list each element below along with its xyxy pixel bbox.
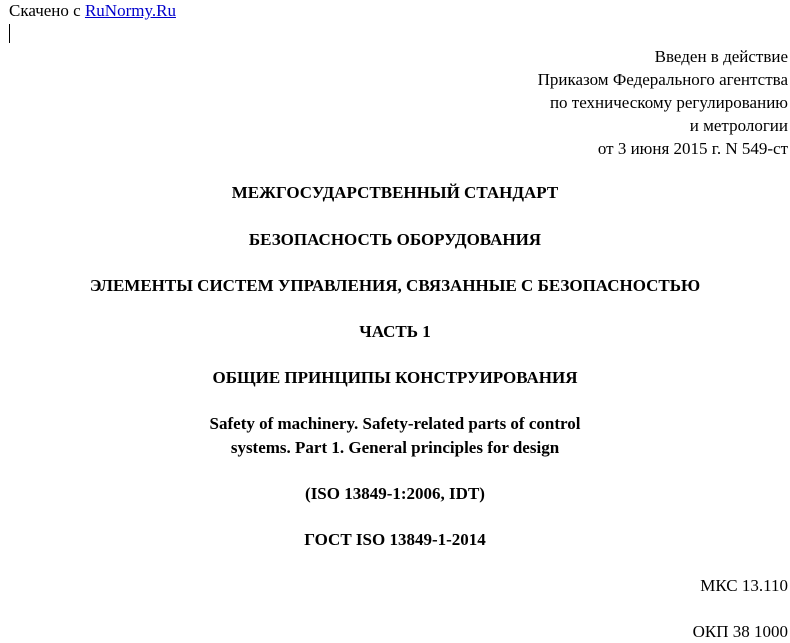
english-title-line-1: Safety of machinery. Safety-related parts of control	[209, 414, 581, 433]
approval-line: Введен в действие	[654, 47, 788, 66]
text-cursor	[9, 24, 10, 43]
runormy-link[interactable]: RuNormy.Ru	[84, 1, 176, 20]
approval-line: Приказом Федерального агентства	[537, 70, 788, 89]
download-source-line	[9, 0, 176, 22]
download-source-prefix: Скачено с	[9, 1, 85, 20]
main-title: БЕЗОПАСНОСТЬ ОБОРУДОВАНИЯ	[248, 230, 542, 249]
english-title-line-2: systems. Part 1. General principles for design	[230, 438, 560, 457]
standard-type-heading: МЕЖГОСУДАРСТВЕННЫЙ СТАНДАРТ	[231, 183, 559, 202]
part-heading: ЧАСТЬ 1	[359, 322, 431, 341]
approval-block	[538, 45, 788, 160]
gost-number: ГОСТ ISO 13849-1-2014	[304, 530, 486, 549]
okp-code: ОКП 38 1000	[692, 622, 788, 641]
subtitle-heading: ЭЛЕМЕНТЫ СИСТЕМ УПРАВЛЕНИЯ, СВЯЗАННЫЕ С БЕЗОПАСНОСТЬЮ	[89, 276, 701, 295]
approval-line: и метрологии	[689, 116, 788, 135]
part-title-heading: ОБЩИЕ ПРИНЦИПЫ КОНСТРУИРОВАНИЯ	[212, 368, 578, 387]
mks-code: МКС 13.110	[700, 576, 788, 595]
approval-line: от 3 июня 2015 г. N 549-ст	[597, 139, 788, 158]
approval-line: по техническому регулированию	[549, 93, 788, 112]
iso-reference: (ISO 13849-1:2006, IDT)	[305, 484, 485, 503]
